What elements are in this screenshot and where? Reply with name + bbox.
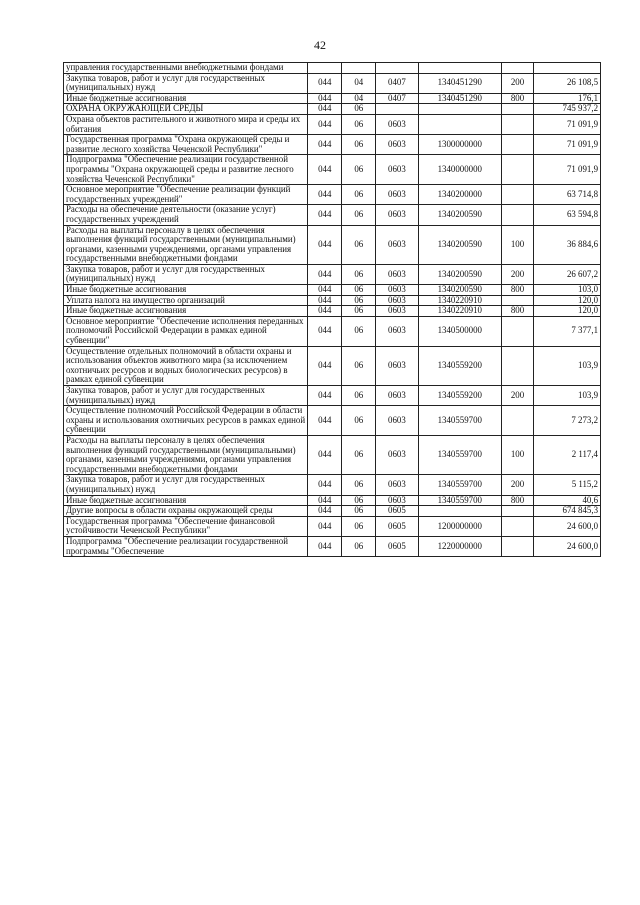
subsection-code-cell: 0603 <box>376 495 418 506</box>
item-name-cell: Осуществление полномочий Российской Федерации в области охраны и использования охотничьих ресурсов в рамках единой субвенции <box>64 406 308 436</box>
subsection-code-cell: 0603 <box>376 135 418 155</box>
section-code-cell: 06 <box>342 306 376 317</box>
item-name-cell: Уплата налога на имущество организаций <box>64 295 308 306</box>
item-name-cell: Государственная программа "Охрана окружающей среды и развитие лесного хозяйства Чеченской Республики" <box>64 135 308 155</box>
section-code-cell: 06 <box>342 516 376 536</box>
item-name-cell: Иные бюджетные ассигнования <box>64 93 308 104</box>
target-article-code-cell <box>418 506 501 517</box>
subsection-code-cell: 0603 <box>376 205 418 225</box>
target-article-code-cell <box>418 63 501 74</box>
target-article-code-cell: 1340200590 <box>418 285 501 296</box>
section-code-cell: 06 <box>342 264 376 284</box>
target-article-code-cell: 1340559200 <box>418 386 501 406</box>
target-article-code-cell: 1340559700 <box>418 495 501 506</box>
item-name-cell: Закупка товаров, работ и услуг для государственных (муниципальных) нужд <box>64 264 308 284</box>
budget-table-body <box>64 63 601 557</box>
expense-type-code-cell <box>502 135 534 155</box>
subsection-code-cell: 0605 <box>376 536 418 556</box>
section-code-cell: 06 <box>342 406 376 436</box>
department-code-cell <box>308 63 342 74</box>
section-code-cell: 06 <box>342 155 376 185</box>
amount-cell: 71 091,9 <box>533 135 600 155</box>
table-row <box>64 225 601 264</box>
table-row <box>64 506 601 517</box>
budget-table <box>63 62 601 557</box>
department-code-cell: 044 <box>308 205 342 225</box>
target-article-code-cell <box>418 104 501 115</box>
subsection-code-cell: 0603 <box>376 185 418 205</box>
table-row <box>64 114 601 134</box>
target-article-code-cell: 1340220910 <box>418 306 501 317</box>
item-name-cell: Иные бюджетные ассигнования <box>64 285 308 296</box>
subsection-code-cell <box>376 63 418 74</box>
expense-type-code-cell <box>502 346 534 385</box>
section-code-cell: 06 <box>342 506 376 517</box>
table-row <box>64 73 601 93</box>
item-name-cell: Иные бюджетные ассигнования <box>64 495 308 506</box>
target-article-code-cell: 1340559700 <box>418 435 501 474</box>
amount-cell: 7 377,1 <box>533 316 600 346</box>
department-code-cell: 044 <box>308 306 342 317</box>
department-code-cell: 044 <box>308 135 342 155</box>
expense-type-code-cell <box>502 155 534 185</box>
expense-type-code-cell <box>502 185 534 205</box>
department-code-cell: 044 <box>308 495 342 506</box>
section-code-cell: 06 <box>342 536 376 556</box>
subsection-code-cell: 0407 <box>376 73 418 93</box>
table-row <box>64 295 601 306</box>
subsection-code-cell: 0603 <box>376 435 418 474</box>
target-article-code-cell: 1340451290 <box>418 93 501 104</box>
section-code-cell: 06 <box>342 104 376 115</box>
expense-type-code-cell: 800 <box>502 495 534 506</box>
item-name-cell: Расходы на выплаты персоналу в целях обеспечения выполнения функций государственными (муниципальными) органами, казенными учреждениями, органами управления государственными внебюджетными фондами <box>64 225 308 264</box>
department-code-cell: 044 <box>308 73 342 93</box>
section-code-cell: 06 <box>342 435 376 474</box>
subsection-code-cell: 0603 <box>376 316 418 346</box>
department-code-cell: 044 <box>308 516 342 536</box>
amount-cell: 71 091,9 <box>533 114 600 134</box>
expense-type-code-cell <box>502 104 534 115</box>
amount-cell: 176,1 <box>533 93 600 104</box>
item-name-cell: Основное мероприятие "Обеспечение исполнения переданных полномочий Российской Федерации в рамках единой субвенции" <box>64 316 308 346</box>
subsection-code-cell: 0605 <box>376 516 418 536</box>
subsection-code-cell: 0605 <box>376 506 418 517</box>
section-code-cell: 06 <box>342 386 376 406</box>
expense-type-code-cell <box>502 316 534 346</box>
amount-cell: 36 884,6 <box>533 225 600 264</box>
department-code-cell: 044 <box>308 506 342 517</box>
department-code-cell: 044 <box>308 386 342 406</box>
table-row <box>64 264 601 284</box>
table-row <box>64 93 601 104</box>
subsection-code-cell: 0603 <box>376 406 418 436</box>
table-row <box>64 63 601 74</box>
table-row <box>64 495 601 506</box>
section-code-cell: 04 <box>342 93 376 104</box>
target-article-code-cell: 1340200590 <box>418 225 501 264</box>
subsection-code-cell: 0603 <box>376 114 418 134</box>
expense-type-code-cell: 800 <box>502 93 534 104</box>
item-name-cell: Подпрограмма "Обеспечение реализации государственной программы "Обеспечение <box>64 536 308 556</box>
expense-type-code-cell: 800 <box>502 285 534 296</box>
section-code-cell: 06 <box>342 295 376 306</box>
amount-cell: 103,0 <box>533 285 600 296</box>
target-article-code-cell: 1340200590 <box>418 264 501 284</box>
amount-cell: 5 115,2 <box>533 475 600 495</box>
table-row <box>64 155 601 185</box>
table-row <box>64 285 601 296</box>
department-code-cell: 044 <box>308 316 342 346</box>
expense-type-code-cell <box>502 536 534 556</box>
section-code-cell: 04 <box>342 73 376 93</box>
department-code-cell: 044 <box>308 104 342 115</box>
section-code-cell: 06 <box>342 135 376 155</box>
subsection-code-cell: 0603 <box>376 475 418 495</box>
expense-type-code-cell: 200 <box>502 73 534 93</box>
amount-cell: 26 108,5 <box>533 73 600 93</box>
department-code-cell: 044 <box>308 346 342 385</box>
amount-cell: 120,0 <box>533 295 600 306</box>
amount-cell: 674 845,3 <box>533 506 600 517</box>
item-name-cell: Охрана объектов растительного и животного мира и среды их обитания <box>64 114 308 134</box>
amount-cell: 745 937,2 <box>533 104 600 115</box>
amount-cell <box>533 63 600 74</box>
table-row <box>64 346 601 385</box>
item-name-cell: Основное мероприятие "Обеспечение реализации функций государственных учреждений" <box>64 185 308 205</box>
department-code-cell: 044 <box>308 185 342 205</box>
section-code-cell: 06 <box>342 475 376 495</box>
item-name-cell: ОХРАНА ОКРУЖАЮЩЕЙ СРЕДЫ <box>64 104 308 115</box>
table-row <box>64 435 601 474</box>
amount-cell: 24 600,0 <box>533 536 600 556</box>
target-article-code-cell: 1300000000 <box>418 135 501 155</box>
subsection-code-cell: 0603 <box>376 155 418 185</box>
subsection-code-cell: 0407 <box>376 93 418 104</box>
subsection-code-cell: 0603 <box>376 346 418 385</box>
item-name-cell: Государственная программа "Обеспечение финансовой устойчивости Чеченской Республики" <box>64 516 308 536</box>
section-code-cell: 06 <box>342 285 376 296</box>
target-article-code-cell: 1340559700 <box>418 406 501 436</box>
target-article-code-cell: 1340000000 <box>418 155 501 185</box>
department-code-cell: 044 <box>308 114 342 134</box>
section-code-cell <box>342 63 376 74</box>
expense-type-code-cell <box>502 516 534 536</box>
target-article-code-cell: 1340559200 <box>418 346 501 385</box>
table-row <box>64 475 601 495</box>
target-article-code-cell: 1340500000 <box>418 316 501 346</box>
expense-type-code-cell: 800 <box>502 306 534 317</box>
item-name-cell: управления государственными внебюджетными фондами <box>64 63 308 74</box>
table-row <box>64 516 601 536</box>
item-name-cell: Подпрограмма "Обеспечение реализации государственной программы "Охрана окружающей среды и развитие лесного хозяйства Чеченской Республики" <box>64 155 308 185</box>
item-name-cell: Расходы на обеспечение деятельности (оказание услуг) государственных учреждений <box>64 205 308 225</box>
department-code-cell: 044 <box>308 295 342 306</box>
item-name-cell: Расходы на выплаты персоналу в целях обеспечения выполнения функций государственными (муниципальными) органами, казенными учреждениями, органами управления государственными внебюджетными фондами <box>64 435 308 474</box>
expense-type-code-cell <box>502 295 534 306</box>
department-code-cell: 044 <box>308 155 342 185</box>
section-code-cell: 06 <box>342 316 376 346</box>
amount-cell: 63 594,8 <box>533 205 600 225</box>
table-row <box>64 135 601 155</box>
table-row <box>64 205 601 225</box>
expense-type-code-cell: 100 <box>502 435 534 474</box>
amount-cell: 24 600,0 <box>533 516 600 536</box>
table-row <box>64 406 601 436</box>
department-code-cell: 044 <box>308 225 342 264</box>
section-code-cell: 06 <box>342 205 376 225</box>
department-code-cell: 044 <box>308 406 342 436</box>
item-name-cell: Другие вопросы в области охраны окружающей среды <box>64 506 308 517</box>
amount-cell: 103,9 <box>533 346 600 385</box>
amount-cell: 63 714,8 <box>533 185 600 205</box>
subsection-code-cell: 0603 <box>376 386 418 406</box>
amount-cell: 71 091,9 <box>533 155 600 185</box>
expense-type-code-cell <box>502 406 534 436</box>
table-row <box>64 104 601 115</box>
amount-cell: 7 273,2 <box>533 406 600 436</box>
section-code-cell: 06 <box>342 114 376 134</box>
section-code-cell: 06 <box>342 346 376 385</box>
target-article-code-cell: 1340451290 <box>418 73 501 93</box>
table-row <box>64 185 601 205</box>
expense-type-code-cell <box>502 63 534 74</box>
department-code-cell: 044 <box>308 435 342 474</box>
table-row <box>64 306 601 317</box>
department-code-cell: 044 <box>308 285 342 296</box>
department-code-cell: 044 <box>308 264 342 284</box>
section-code-cell: 06 <box>342 495 376 506</box>
subsection-code-cell: 0603 <box>376 306 418 317</box>
subsection-code-cell: 0603 <box>376 264 418 284</box>
expense-type-code-cell: 200 <box>502 264 534 284</box>
expense-type-code-cell <box>502 506 534 517</box>
table-row <box>64 386 601 406</box>
section-code-cell: 06 <box>342 225 376 264</box>
department-code-cell: 044 <box>308 93 342 104</box>
expense-type-code-cell: 200 <box>502 475 534 495</box>
amount-cell: 40,6 <box>533 495 600 506</box>
expense-type-code-cell: 100 <box>502 225 534 264</box>
subsection-code-cell <box>376 104 418 115</box>
amount-cell: 103,9 <box>533 386 600 406</box>
subsection-code-cell: 0603 <box>376 285 418 296</box>
expense-type-code-cell <box>502 205 534 225</box>
item-name-cell: Иные бюджетные ассигнования <box>64 306 308 317</box>
item-name-cell: Закупка товаров, работ и услуг для государственных (муниципальных) нужд <box>64 475 308 495</box>
department-code-cell: 044 <box>308 475 342 495</box>
target-article-code-cell: 1220000000 <box>418 536 501 556</box>
target-article-code-cell: 1340200000 <box>418 185 501 205</box>
item-name-cell: Закупка товаров, работ и услуг для государственных (муниципальных) нужд <box>64 386 308 406</box>
target-article-code-cell: 1340220910 <box>418 295 501 306</box>
expense-type-code-cell <box>502 114 534 134</box>
subsection-code-cell: 0603 <box>376 225 418 264</box>
target-article-code-cell: 1340200590 <box>418 205 501 225</box>
target-article-code-cell: 1200000000 <box>418 516 501 536</box>
amount-cell: 2 117,4 <box>533 435 600 474</box>
amount-cell: 120,0 <box>533 306 600 317</box>
section-code-cell: 06 <box>342 185 376 205</box>
amount-cell: 26 607,2 <box>533 264 600 284</box>
item-name-cell: Осуществление отдельных полномочий в области охраны и использования объектов животного мира (за исключением охотничьих ресурсов и водных биологических ресурсов) в рамках единой субвенции <box>64 346 308 385</box>
subsection-code-cell: 0603 <box>376 295 418 306</box>
target-article-code-cell <box>418 114 501 134</box>
expense-type-code-cell: 200 <box>502 386 534 406</box>
target-article-code-cell: 1340559700 <box>418 475 501 495</box>
item-name-cell: Закупка товаров, работ и услуг для государственных (муниципальных) нужд <box>64 73 308 93</box>
page-number: 42 <box>314 38 326 52</box>
table-row <box>64 316 601 346</box>
department-code-cell: 044 <box>308 536 342 556</box>
table-row <box>64 536 601 556</box>
